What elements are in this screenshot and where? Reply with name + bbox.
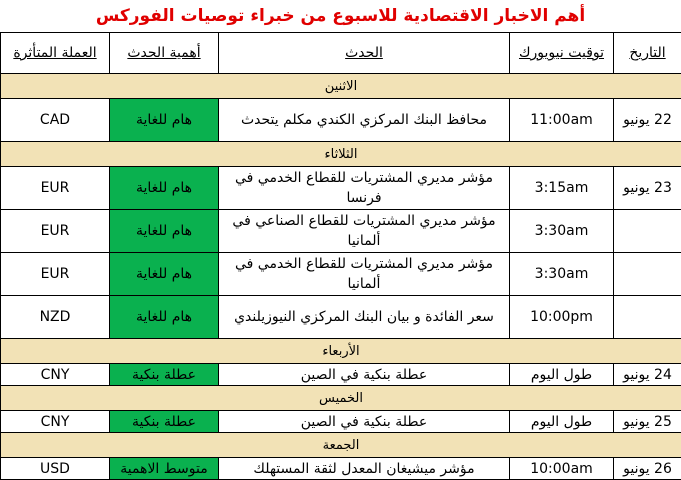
day-label: الاثنين	[1, 74, 681, 99]
event-time: 10:00am	[510, 458, 614, 480]
importance-badge: هام للغاية	[110, 210, 219, 253]
event-title: مؤشر مديري المشتريات للقطاع الصناعي في ألمانيا	[219, 210, 510, 253]
event-currency: EUR	[1, 210, 110, 253]
day-label: الثلاثاء	[1, 142, 681, 167]
importance-badge: هام للغاية	[110, 99, 219, 142]
event-currency: EUR	[1, 167, 110, 210]
importance-badge: عطلة بنكية	[110, 364, 219, 386]
table-row	[1, 210, 681, 253]
day-label: الخميس	[1, 386, 681, 411]
event-currency: CNY	[1, 411, 110, 433]
table-row	[1, 99, 681, 142]
event-currency: CAD	[1, 99, 110, 142]
event-title: محافظ البنك المركزي الكندي مكلم يتحدث	[219, 99, 510, 142]
event-currency: NZD	[1, 296, 110, 339]
event-time: 10:00pm	[510, 296, 614, 339]
importance-badge: هام للغاية	[110, 167, 219, 210]
importance-badge: هام للغاية	[110, 296, 219, 339]
table-row	[1, 296, 681, 339]
header-row	[1, 33, 681, 74]
header-date: التاريخ	[614, 33, 681, 74]
day-row-thursday	[1, 386, 681, 411]
importance-badge: هام للغاية	[110, 253, 219, 296]
event-currency: CNY	[1, 364, 110, 386]
event-date: 25 يونيو	[614, 411, 681, 433]
event-time: طول اليوم	[510, 364, 614, 386]
event-title: مؤشر مديري المشتريات للقطاع الخدمي في ألمانيا	[219, 253, 510, 296]
event-title: سعر الفائدة و بيان البنك المركزي النيوزيلندي	[219, 296, 510, 339]
event-time: طول اليوم	[510, 411, 614, 433]
header-importance: أهمية الحدث	[110, 33, 219, 74]
day-label: الأربعاء	[1, 339, 681, 364]
page-title: أهم الاخبار الاقتصادية للاسبوع من خبراء توصيات الفوركس	[0, 0, 681, 32]
header-currency: العملة المتأثرة	[1, 33, 110, 74]
table-row	[1, 167, 681, 210]
event-time: 3:30am	[510, 210, 614, 253]
event-title: عطلة بنكية في الصين	[219, 411, 510, 433]
day-label: الجمعة	[1, 433, 681, 458]
event-time: 3:15am	[510, 167, 614, 210]
day-row-friday	[1, 433, 681, 458]
event-date: 22 يونيو	[614, 99, 681, 142]
event-date	[614, 253, 681, 296]
day-row-monday	[1, 74, 681, 99]
table-row	[1, 458, 681, 480]
day-row-wednesday	[1, 339, 681, 364]
event-title: مؤشر ميشيغان المعدل لثقة المستهلك	[219, 458, 510, 480]
importance-badge: عطلة بنكية	[110, 411, 219, 433]
event-date	[614, 296, 681, 339]
day-row-tuesday	[1, 142, 681, 167]
event-title: عطلة بنكية في الصين	[219, 364, 510, 386]
header-time: توقيت نيويورك	[510, 33, 614, 74]
event-date: 24 يونيو	[614, 364, 681, 386]
event-time: 3:30am	[510, 253, 614, 296]
importance-badge: متوسط الاهمية	[110, 458, 219, 480]
event-date: 26 يونيو	[614, 458, 681, 480]
header-event: الحدث	[219, 33, 510, 74]
event-date: 23 يونيو	[614, 167, 681, 210]
table-row	[1, 253, 681, 296]
event-title: مؤشر مديري المشتريات للقطاع الخدمي في فرنسا	[219, 167, 510, 210]
event-time: 11:00am	[510, 99, 614, 142]
event-currency: EUR	[1, 253, 110, 296]
event-currency: USD	[1, 458, 110, 480]
table-row	[1, 364, 681, 386]
table-row	[1, 411, 681, 433]
economic-calendar-table	[0, 32, 681, 480]
event-date	[614, 210, 681, 253]
